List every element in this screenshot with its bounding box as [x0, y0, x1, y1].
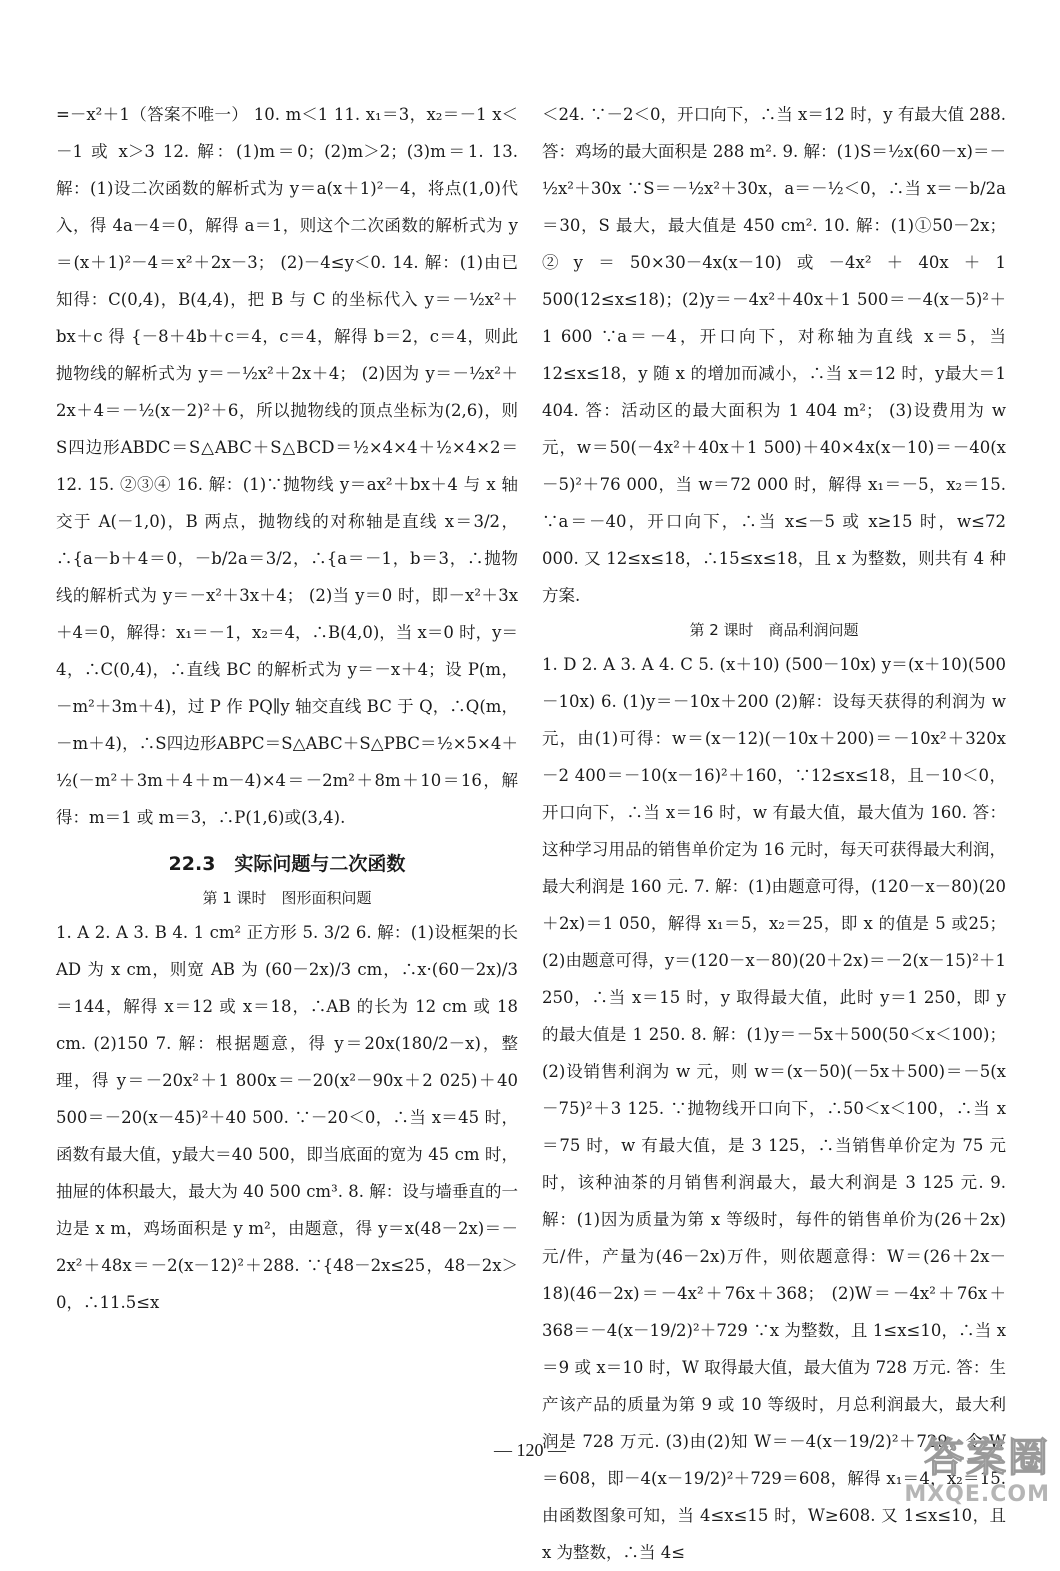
watermark-logo	[900, 1434, 1050, 1524]
left-paragraph-1: =－x²＋1（答案不唯一） 10. m＜1 11. x₁＝3，x₂＝－1 x＜－1 或 x＞3 12. 解：(1)m＝0；(2)m＞2；(3)m＝1. 13. 解：(1)设二次函数的解析式为 y＝a(x＋1)²－4，将点(1,0)代入，得 4a－4＝0，解得 a＝1，则这个二次函数的解析式为 y＝(x＋1)²－4＝x²＋2x－3； (2)－4≤y＜0. 14. 解：(1)由已知得：C(0,4)，B(4,4)，把 B 与 C 的坐标代入 y＝－½x²＋bx＋c 得 {－8＋4b＋c＝4，c＝4，解得 b＝2，c＝4，则此抛物线的解析式为 y＝－½x²＋2x＋4； (2)因为 y＝－½x²＋2x＋4＝－½(x－2)²＋6，所以抛物线的顶点坐标为(2,6)，则 S四边形ABDC＝S△ABC＋S△BCD＝½×4×4＋½×4×2＝12. 15. ②③④ 16. 解：(1)∵抛物线 y＝ax²＋bx＋4 与 x 轴交于 A(－1,0)，B 两点，抛物线的对称轴是直线 x＝3/2，∴{a－b＋4＝0，－b/2a＝3/2，∴{a＝－1，b＝3，∴抛物线的解析式为 y＝－x²＋3x＋4； (2)当 y＝0 时，即－x²＋3x＋4＝0，解得：x₁＝－1，x₂＝4，∴B(4,0)，当 x＝0 时，y＝4，∴C(0,4)，∴直线 BC 的解析式为 y＝－x＋4；设 P(m，－m²＋3m＋4)，过 P 作 PQ∥y 轴交直线 BC 于 Q，∴Q(m，－m＋4)，∴S四边形ABPC＝S△ABC＋S△PBC＝½×5×4＋½(－m²＋3m＋4＋m－4)×4＝－2m²＋8m＋10＝16，解得：m＝1 或 m＝3，∴P(1,6)或(3,4).	[56, 105, 518, 827]
right-column	[542, 96, 1006, 1571]
watermark-bottom-text: MXQE.COM	[904, 1482, 1050, 1507]
right-paragraph-1: ＜24. ∵－2＜0，开口向下，∴当 x＝12 时，y 有最大值 288. 答：鸡场的最大面积是 288 m². 9. 解：(1)S＝½x(60－x)＝－½x²＋30x ∵S＝－½x²＋30x，a＝－½＜0，∴当 x＝－b/2a＝30，S 最大，最大值是 450 cm². 10. 解：(1)①50－2x； ②y＝50×30－4x(x－10)或－4x²＋40x＋1 500(12≤x≤18)；(2)y＝－4x²＋40x＋1 500＝－4(x－5)²＋1 600 ∵a＝－4，开口向下，对称轴为直线 x＝5，当 12≤x≤18，y 随 x 的增加而减小，∴当 x＝12 时，y最大＝1 404. 答：活动区的最大面积为 1 404 m²； (3)设费用为 w 元，w＝50(－4x²＋40x＋1 500)＋40×4x(x－10)＝－40(x－5)²＋76 000，当 w＝72 000 时，解得 x₁＝－5，x₂＝15. ∵a＝－40，开口向下，∴当 x≤－5 或 x≥15 时，w≤72 000. 又 12≤x≤18，∴15≤x≤18，且 x 为整数，则共有 4 种方案.	[542, 105, 1006, 605]
right-paragraph-2: 1. D 2. A 3. A 4. C 5. (x＋10) (500－10x) y＝(x＋10)(500－10x) 6. (1)y＝－10x＋200 (2)解：设每天获得的利润为 w 元，由(1)可得：w＝(x－12)(－10x＋200)＝－10x²＋320x－2 400＝－10(x－16)²＋160，∵12≤x≤18，且－10＜0，开口向下，∴当 x＝16 时，w 有最大值，最大值为 160. 答：这种学习用品的销售单价定为 16 元时，每天可获得最大利润，最大利润是 160 元. 7. 解：(1)由题意可得，(120－x－80)(20＋2x)＝1 050，解得 x₁＝5，x₂＝25，即 x 的值是 5 或25； (2)由题意可得，y＝(120－x－80)(20＋2x)＝－2(x－15)²＋1 250，∴当 x＝15 时，y 取得最大值，此时 y＝1 250，即 y 的最大值是 1 250. 8. 解：(1)y＝－5x＋500(50＜x＜100)； (2)设销售利润为 w 元，则 w＝(x－50)(－5x＋500)＝－5(x－75)²＋3 125. ∵抛物线开口向下，∴50＜x＜100，∴当 x＝75 时，w 有最大值，是 3 125，∴当销售单价定为 75 元时，该种油茶的月销售利润最大，最大利润是 3 125 元. 9. 解：(1)因为质量为第 x 等级时，每件的销售单价为(26＋2x)元/件，产量为(46－2x)万件，则依题意得：W＝(26＋2x－18)(46－2x)＝－4x²＋76x＋368； (2)W＝－4x²＋76x＋368＝－4(x－19/2)²＋729 ∵x 为整数，且 1≤x≤10，∴当 x＝9 或 x＝10 时，W 取得最大值，最大值为 728 万元. 答：生产该产品的质量为第 9 或 10 等级时，月总利润最大，最大利润是 728 万元. (3)由(2)知 W＝－4(x－19/2)²＋729，令 W＝608，即－4(x－19/2)²＋729＝608，解得 x₁＝4，x₂＝15. 由函数图象可知，当 4≤x≤15 时，W≥608. 又 1≤x≤10，且 x 为整数，∴当 4≤	[542, 655, 1006, 1562]
page-number: — 120 —	[494, 1440, 566, 1460]
section-title: 22.3 实际问题与二次函数	[168, 853, 406, 875]
left-column	[56, 96, 518, 1321]
left-paragraph-2: 1. A 2. A 3. B 4. 1 cm² 正方形 5. 3/2 6. 解：(1)设框架的长 AD 为 x cm，则宽 AB 为 (60－2x)/3 cm，∴x·(60－2x)/3＝144，解得 x＝12 或 x＝18，∴AB 的长为 12 cm 或 18 cm. (2)150 7. 解：根据题意，得 y＝20x(180/2－x)，整理，得 y＝－20x²＋1 800x＝－20(x²－90x＋2 025)＋40 500＝－20(x－45)²＋40 500. ∵－20＜0，∴当 x＝45 时，函数有最大值，y最大＝40 500，即当底面的宽为 45 cm 时，抽屉的体积最大，最大为 40 500 cm³. 8. 解：设与墙垂直的一边是 x m，鸡场面积是 y m²，由题意，得 y＝x(48－2x)＝－2x²＋48x＝－2(x－12)²＋288. ∵{48－2x≤25，48－2x＞0，∴11.5≤x	[56, 923, 518, 1312]
lesson-2-title: 第 2 课时 商品利润问题	[689, 621, 859, 639]
lesson-1-title: 第 1 课时 图形面积问题	[202, 889, 372, 907]
watermark-top-text: 答案圈	[924, 1435, 1050, 1481]
